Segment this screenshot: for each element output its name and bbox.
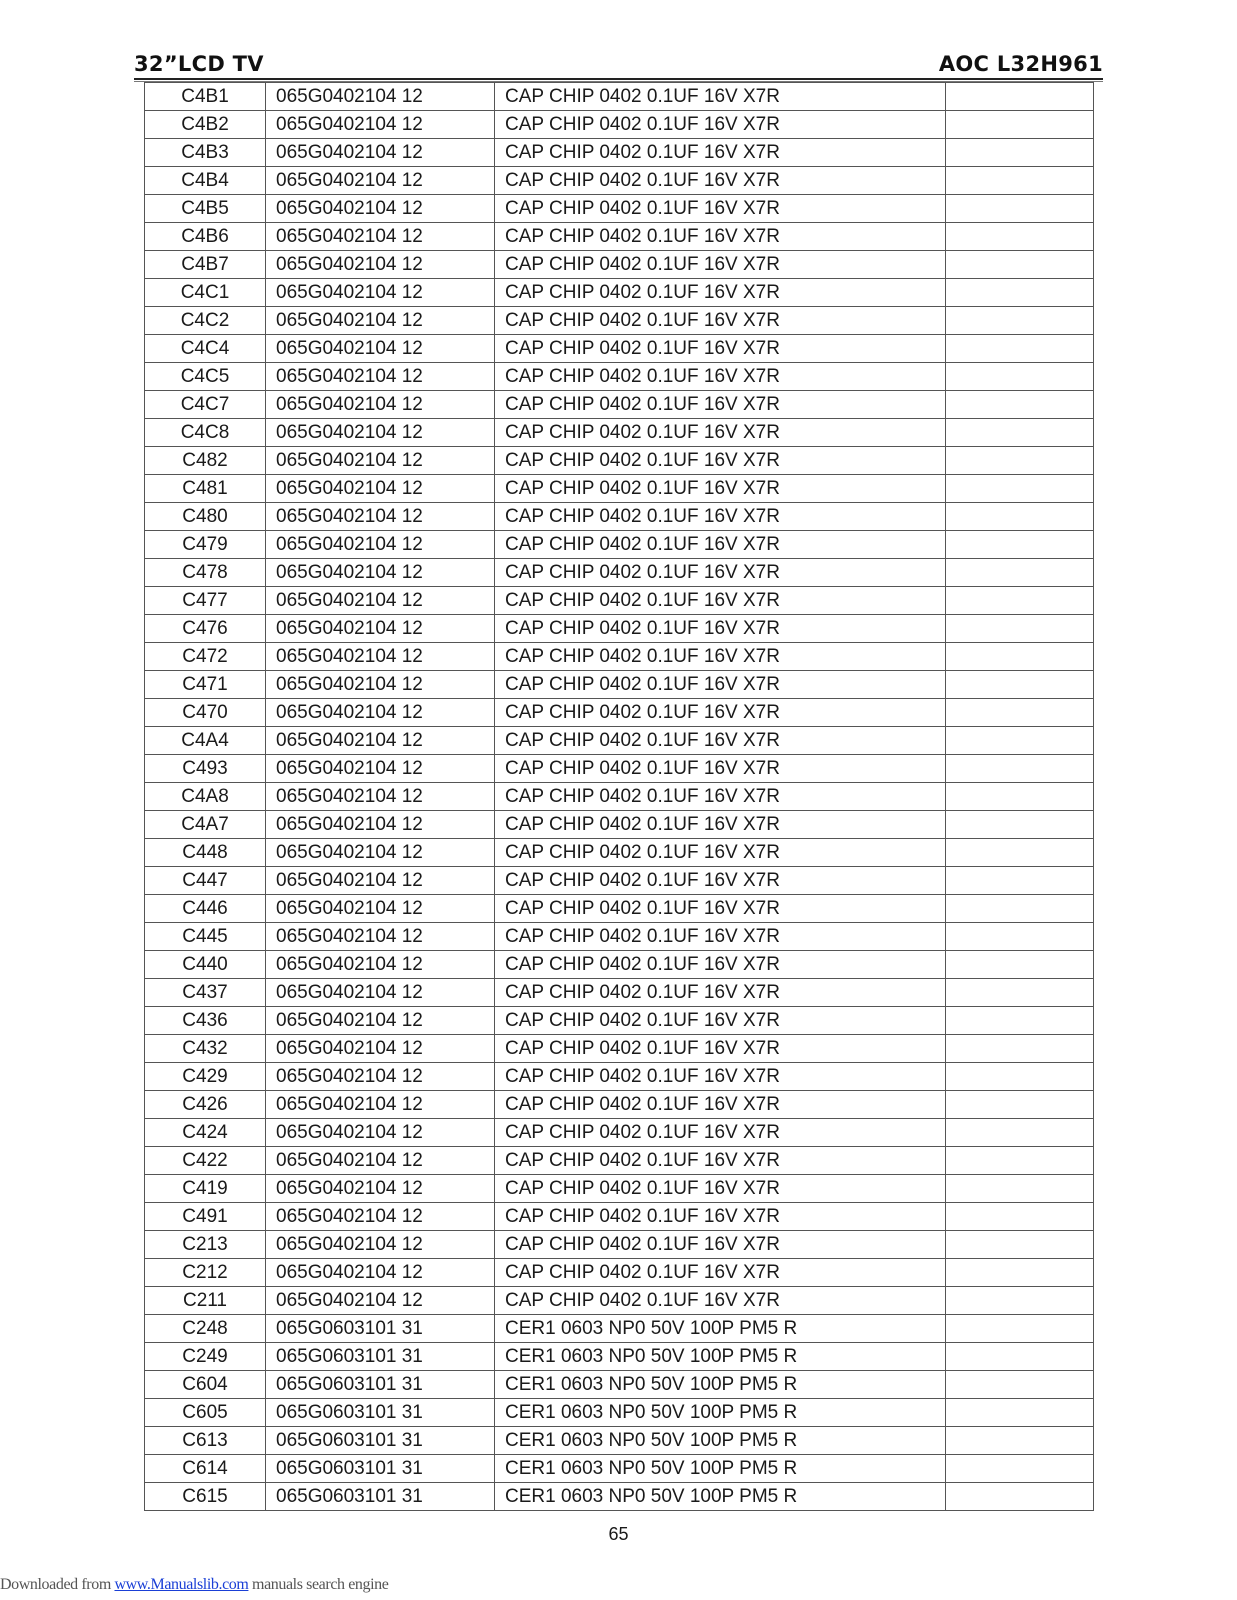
part-number-cell: 065G0402104 12 — [266, 279, 495, 307]
ref-designator-cell: C472 — [145, 643, 266, 671]
table-row — [145, 727, 1094, 755]
ref-designator-cell: C476 — [145, 615, 266, 643]
table-row — [145, 951, 1094, 979]
part-number-cell: 065G0402104 12 — [266, 699, 495, 727]
table-row — [145, 223, 1094, 251]
remark-cell — [946, 671, 1094, 699]
table-row — [145, 475, 1094, 503]
ref-designator-cell: C249 — [145, 1343, 266, 1371]
table-row — [145, 363, 1094, 391]
remark-cell — [946, 951, 1094, 979]
table-row — [145, 587, 1094, 615]
remark-cell — [946, 1371, 1094, 1399]
table-row — [145, 783, 1094, 811]
table-row — [145, 923, 1094, 951]
part-number-cell: 065G0402104 12 — [266, 1035, 495, 1063]
part-number-cell: 065G0402104 12 — [266, 615, 495, 643]
part-number-cell: 065G0402104 12 — [266, 671, 495, 699]
table-row — [145, 895, 1094, 923]
remark-cell — [946, 727, 1094, 755]
remark-cell — [946, 1007, 1094, 1035]
part-number-cell: 065G0402104 12 — [266, 447, 495, 475]
remark-cell — [946, 1091, 1094, 1119]
part-number-cell: 065G0402104 12 — [266, 531, 495, 559]
ref-designator-cell: C422 — [145, 1147, 266, 1175]
remark-cell — [946, 1287, 1094, 1315]
remark-cell — [946, 223, 1094, 251]
remark-cell — [946, 279, 1094, 307]
part-number-cell: 065G0402104 12 — [266, 559, 495, 587]
table-row — [145, 1091, 1094, 1119]
table-row — [145, 503, 1094, 531]
description-cell: CAP CHIP 0402 0.1UF 16V X7R — [495, 755, 946, 783]
ref-designator-cell: C4A8 — [145, 783, 266, 811]
part-number-cell: 065G0603101 31 — [266, 1483, 495, 1511]
part-number-cell: 065G0402104 12 — [266, 783, 495, 811]
ref-designator-cell: C4C8 — [145, 419, 266, 447]
footer-suffix: manuals search engine — [248, 1576, 389, 1593]
description-cell: CAP CHIP 0402 0.1UF 16V X7R — [495, 503, 946, 531]
remark-cell — [946, 1483, 1094, 1511]
remark-cell — [946, 587, 1094, 615]
remark-cell — [946, 111, 1094, 139]
ref-designator-cell: C4A7 — [145, 811, 266, 839]
remark-cell — [946, 1399, 1094, 1427]
description-cell: CAP CHIP 0402 0.1UF 16V X7R — [495, 643, 946, 671]
description-cell: CAP CHIP 0402 0.1UF 16V X7R — [495, 839, 946, 867]
remark-cell — [946, 503, 1094, 531]
description-cell: CAP CHIP 0402 0.1UF 16V X7R — [495, 139, 946, 167]
description-cell: CAP CHIP 0402 0.1UF 16V X7R — [495, 1035, 946, 1063]
description-cell: CAP CHIP 0402 0.1UF 16V X7R — [495, 475, 946, 503]
part-number-cell: 065G0402104 12 — [266, 167, 495, 195]
description-cell: CAP CHIP 0402 0.1UF 16V X7R — [495, 1007, 946, 1035]
ref-designator-cell: C4B3 — [145, 139, 266, 167]
remark-cell — [946, 643, 1094, 671]
remark-cell — [946, 1175, 1094, 1203]
part-number-cell: 065G0402104 12 — [266, 587, 495, 615]
ref-designator-cell: C482 — [145, 447, 266, 475]
part-number-cell: 065G0402104 12 — [266, 503, 495, 531]
ref-designator-cell: C4B4 — [145, 167, 266, 195]
description-cell: CAP CHIP 0402 0.1UF 16V X7R — [495, 1203, 946, 1231]
description-cell: CAP CHIP 0402 0.1UF 16V X7R — [495, 895, 946, 923]
remark-cell — [946, 167, 1094, 195]
part-number-cell: 065G0402104 12 — [266, 335, 495, 363]
ref-designator-cell: C446 — [145, 895, 266, 923]
table-row — [145, 559, 1094, 587]
ref-designator-cell: C419 — [145, 1175, 266, 1203]
remark-cell — [946, 699, 1094, 727]
table-row — [145, 1399, 1094, 1427]
part-number-cell: 065G0603101 31 — [266, 1455, 495, 1483]
part-number-cell: 065G0603101 31 — [266, 1371, 495, 1399]
manualslib-link[interactable]: www.Manualslib.com — [114, 1576, 249, 1593]
table-row — [145, 195, 1094, 223]
remark-cell — [946, 1035, 1094, 1063]
part-number-cell: 065G0402104 12 — [266, 83, 495, 111]
ref-designator-cell: C426 — [145, 1091, 266, 1119]
table-row — [145, 139, 1094, 167]
description-cell: CAP CHIP 0402 0.1UF 16V X7R — [495, 391, 946, 419]
ref-designator-cell: C613 — [145, 1427, 266, 1455]
table-row — [145, 643, 1094, 671]
ref-designator-cell: C604 — [145, 1371, 266, 1399]
description-cell: CAP CHIP 0402 0.1UF 16V X7R — [495, 531, 946, 559]
description-cell: CAP CHIP 0402 0.1UF 16V X7R — [495, 223, 946, 251]
part-number-cell: 065G0402104 12 — [266, 1063, 495, 1091]
footer-prefix: Downloaded from — [0, 1576, 115, 1593]
remark-cell — [946, 1259, 1094, 1287]
part-number-cell: 065G0402104 12 — [266, 195, 495, 223]
description-cell: CAP CHIP 0402 0.1UF 16V X7R — [495, 1287, 946, 1315]
page-number: 65 — [608, 1524, 629, 1544]
remark-cell — [946, 559, 1094, 587]
ref-designator-cell: C440 — [145, 951, 266, 979]
remark-cell — [946, 1427, 1094, 1455]
part-number-cell: 065G0402104 12 — [266, 867, 495, 895]
description-cell: CAP CHIP 0402 0.1UF 16V X7R — [495, 671, 946, 699]
ref-designator-cell: C605 — [145, 1399, 266, 1427]
ref-designator-cell: C4C4 — [145, 335, 266, 363]
remark-cell — [946, 251, 1094, 279]
remark-cell — [946, 1063, 1094, 1091]
description-cell: CAP CHIP 0402 0.1UF 16V X7R — [495, 979, 946, 1007]
ref-designator-cell: C436 — [145, 1007, 266, 1035]
remark-cell — [946, 755, 1094, 783]
description-cell: CAP CHIP 0402 0.1UF 16V X7R — [495, 1259, 946, 1287]
description-cell: CER1 0603 NP0 50V 100P PM5 R — [495, 1455, 946, 1483]
description-cell: CAP CHIP 0402 0.1UF 16V X7R — [495, 447, 946, 475]
remark-cell — [946, 195, 1094, 223]
header-rule — [134, 78, 1103, 80]
part-number-cell: 065G0402104 12 — [266, 419, 495, 447]
description-cell: CAP CHIP 0402 0.1UF 16V X7R — [495, 615, 946, 643]
table-row — [145, 307, 1094, 335]
description-cell: CAP CHIP 0402 0.1UF 16V X7R — [495, 1175, 946, 1203]
table-row — [145, 671, 1094, 699]
table-row — [145, 1483, 1094, 1511]
part-number-cell: 065G0402104 12 — [266, 1175, 495, 1203]
part-number-cell: 065G0402104 12 — [266, 1007, 495, 1035]
ref-designator-cell: C4B1 — [145, 83, 266, 111]
remark-cell — [946, 1147, 1094, 1175]
ref-designator-cell: C248 — [145, 1315, 266, 1343]
table-row — [145, 979, 1094, 1007]
description-cell: CAP CHIP 0402 0.1UF 16V X7R — [495, 363, 946, 391]
table-row — [145, 1427, 1094, 1455]
table-row — [145, 83, 1094, 111]
remark-cell — [946, 419, 1094, 447]
part-number-cell: 065G0402104 12 — [266, 1231, 495, 1259]
ref-designator-cell: C424 — [145, 1119, 266, 1147]
description-cell: CAP CHIP 0402 0.1UF 16V X7R — [495, 83, 946, 111]
ref-designator-cell: C4B6 — [145, 223, 266, 251]
part-number-cell: 065G0402104 12 — [266, 811, 495, 839]
part-number-cell: 065G0402104 12 — [266, 223, 495, 251]
table-row — [145, 111, 1094, 139]
part-number-cell: 065G0603101 31 — [266, 1343, 495, 1371]
ref-designator-cell: C212 — [145, 1259, 266, 1287]
remark-cell — [946, 1231, 1094, 1259]
table-row — [145, 1343, 1094, 1371]
ref-designator-cell: C471 — [145, 671, 266, 699]
ref-designator-cell: C477 — [145, 587, 266, 615]
description-cell: CAP CHIP 0402 0.1UF 16V X7R — [495, 335, 946, 363]
remark-cell — [946, 979, 1094, 1007]
description-cell: CAP CHIP 0402 0.1UF 16V X7R — [495, 1091, 946, 1119]
description-cell: CAP CHIP 0402 0.1UF 16V X7R — [495, 1063, 946, 1091]
table-row — [145, 867, 1094, 895]
remark-cell — [946, 615, 1094, 643]
ref-designator-cell: C4C5 — [145, 363, 266, 391]
ref-designator-cell: C432 — [145, 1035, 266, 1063]
part-number-cell: 065G0402104 12 — [266, 755, 495, 783]
remark-cell — [946, 307, 1094, 335]
part-number-cell: 065G0402104 12 — [266, 979, 495, 1007]
remark-cell — [946, 1119, 1094, 1147]
remark-cell — [946, 839, 1094, 867]
description-cell: CAP CHIP 0402 0.1UF 16V X7R — [495, 419, 946, 447]
ref-designator-cell: C437 — [145, 979, 266, 1007]
table-row — [145, 839, 1094, 867]
part-number-cell: 065G0402104 12 — [266, 1203, 495, 1231]
remark-cell — [946, 139, 1094, 167]
part-number-cell: 065G0402104 12 — [266, 363, 495, 391]
table-row — [145, 1315, 1094, 1343]
parts-table — [144, 82, 1094, 1511]
table-row — [145, 167, 1094, 195]
ref-designator-cell: C211 — [145, 1287, 266, 1315]
ref-designator-cell: C478 — [145, 559, 266, 587]
remark-cell — [946, 475, 1094, 503]
part-number-cell: 065G0402104 12 — [266, 1119, 495, 1147]
description-cell: CER1 0603 NP0 50V 100P PM5 R — [495, 1315, 946, 1343]
parts-table-body — [145, 83, 1094, 1511]
description-cell: CAP CHIP 0402 0.1UF 16V X7R — [495, 195, 946, 223]
part-number-cell: 065G0402104 12 — [266, 727, 495, 755]
description-cell: CAP CHIP 0402 0.1UF 16V X7R — [495, 811, 946, 839]
table-row — [145, 1371, 1094, 1399]
ref-designator-cell: C615 — [145, 1483, 266, 1511]
ref-designator-cell: C491 — [145, 1203, 266, 1231]
part-number-cell: 065G0402104 12 — [266, 307, 495, 335]
description-cell: CER1 0603 NP0 50V 100P PM5 R — [495, 1483, 946, 1511]
remark-cell — [946, 867, 1094, 895]
ref-designator-cell: C4B2 — [145, 111, 266, 139]
table-row — [145, 1035, 1094, 1063]
part-number-cell: 065G0402104 12 — [266, 1147, 495, 1175]
description-cell: CAP CHIP 0402 0.1UF 16V X7R — [495, 279, 946, 307]
remark-cell — [946, 1455, 1094, 1483]
ref-designator-cell: C429 — [145, 1063, 266, 1091]
description-cell: CER1 0603 NP0 50V 100P PM5 R — [495, 1399, 946, 1427]
header-model-name: AOC L32H961 — [938, 52, 1103, 76]
description-cell: CAP CHIP 0402 0.1UF 16V X7R — [495, 111, 946, 139]
table-row — [145, 1147, 1094, 1175]
table-row — [145, 1287, 1094, 1315]
part-number-cell: 065G0402104 12 — [266, 391, 495, 419]
ref-designator-cell: C481 — [145, 475, 266, 503]
part-number-cell: 065G0603101 31 — [266, 1315, 495, 1343]
part-number-cell: 065G0402104 12 — [266, 251, 495, 279]
table-row — [145, 699, 1094, 727]
table-row — [145, 811, 1094, 839]
table-row — [145, 1175, 1094, 1203]
ref-designator-cell: C213 — [145, 1231, 266, 1259]
remark-cell — [946, 923, 1094, 951]
ref-designator-cell: C4B5 — [145, 195, 266, 223]
part-number-cell: 065G0402104 12 — [266, 643, 495, 671]
ref-designator-cell: C445 — [145, 923, 266, 951]
remark-cell — [946, 895, 1094, 923]
description-cell: CAP CHIP 0402 0.1UF 16V X7R — [495, 559, 946, 587]
description-cell: CAP CHIP 0402 0.1UF 16V X7R — [495, 951, 946, 979]
remark-cell — [946, 83, 1094, 111]
description-cell: CAP CHIP 0402 0.1UF 16V X7R — [495, 783, 946, 811]
ref-designator-cell: C4B7 — [145, 251, 266, 279]
description-cell: CAP CHIP 0402 0.1UF 16V X7R — [495, 307, 946, 335]
part-number-cell: 065G0402104 12 — [266, 839, 495, 867]
ref-designator-cell: C447 — [145, 867, 266, 895]
description-cell: CAP CHIP 0402 0.1UF 16V X7R — [495, 1147, 946, 1175]
ref-designator-cell: C479 — [145, 531, 266, 559]
part-number-cell: 065G0402104 12 — [266, 475, 495, 503]
footer — [0, 1576, 388, 1594]
remark-cell — [946, 1203, 1094, 1231]
table-row — [145, 419, 1094, 447]
description-cell: CAP CHIP 0402 0.1UF 16V X7R — [495, 1119, 946, 1147]
table-row — [145, 1007, 1094, 1035]
part-number-cell: 065G0402104 12 — [266, 951, 495, 979]
ref-designator-cell: C493 — [145, 755, 266, 783]
description-cell: CAP CHIP 0402 0.1UF 16V X7R — [495, 867, 946, 895]
description-cell: CAP CHIP 0402 0.1UF 16V X7R — [495, 1231, 946, 1259]
table-row — [145, 1231, 1094, 1259]
ref-designator-cell: C614 — [145, 1455, 266, 1483]
ref-designator-cell: C4C7 — [145, 391, 266, 419]
remark-cell — [946, 1343, 1094, 1371]
part-number-cell: 065G0402104 12 — [266, 139, 495, 167]
description-cell: CAP CHIP 0402 0.1UF 16V X7R — [495, 251, 946, 279]
table-row — [145, 1063, 1094, 1091]
header-model-type: 32”LCD TV — [134, 52, 264, 76]
description-cell: CAP CHIP 0402 0.1UF 16V X7R — [495, 167, 946, 195]
table-row — [145, 615, 1094, 643]
remark-cell — [946, 783, 1094, 811]
table-row — [145, 1455, 1094, 1483]
description-cell: CER1 0603 NP0 50V 100P PM5 R — [495, 1371, 946, 1399]
part-number-cell: 065G0603101 31 — [266, 1399, 495, 1427]
table-row — [145, 251, 1094, 279]
ref-designator-cell: C4C1 — [145, 279, 266, 307]
part-number-cell: 065G0402104 12 — [266, 1259, 495, 1287]
remark-cell — [946, 335, 1094, 363]
part-number-cell: 065G0402104 12 — [266, 895, 495, 923]
ref-designator-cell: C4C2 — [145, 307, 266, 335]
table-row — [145, 755, 1094, 783]
description-cell: CAP CHIP 0402 0.1UF 16V X7R — [495, 923, 946, 951]
description-cell: CAP CHIP 0402 0.1UF 16V X7R — [495, 699, 946, 727]
ref-designator-cell: C448 — [145, 839, 266, 867]
remark-cell — [946, 811, 1094, 839]
table-row — [145, 279, 1094, 307]
table-row — [145, 1203, 1094, 1231]
remark-cell — [946, 391, 1094, 419]
part-number-cell: 065G0402104 12 — [266, 923, 495, 951]
table-row — [145, 1259, 1094, 1287]
description-cell: CER1 0603 NP0 50V 100P PM5 R — [495, 1427, 946, 1455]
ref-designator-cell: C470 — [145, 699, 266, 727]
table-row — [145, 531, 1094, 559]
table-row — [145, 335, 1094, 363]
remark-cell — [946, 363, 1094, 391]
table-row — [145, 447, 1094, 475]
part-number-cell: 065G0402104 12 — [266, 1091, 495, 1119]
ref-designator-cell: C480 — [145, 503, 266, 531]
remark-cell — [946, 447, 1094, 475]
part-number-cell: 065G0402104 12 — [266, 1287, 495, 1315]
description-cell: CAP CHIP 0402 0.1UF 16V X7R — [495, 587, 946, 615]
remark-cell — [946, 531, 1094, 559]
description-cell: CAP CHIP 0402 0.1UF 16V X7R — [495, 727, 946, 755]
part-number-cell: 065G0402104 12 — [266, 111, 495, 139]
table-row — [145, 391, 1094, 419]
part-number-cell: 065G0603101 31 — [266, 1427, 495, 1455]
description-cell: CER1 0603 NP0 50V 100P PM5 R — [495, 1343, 946, 1371]
remark-cell — [946, 1315, 1094, 1343]
ref-designator-cell: C4A4 — [145, 727, 266, 755]
table-row — [145, 1119, 1094, 1147]
